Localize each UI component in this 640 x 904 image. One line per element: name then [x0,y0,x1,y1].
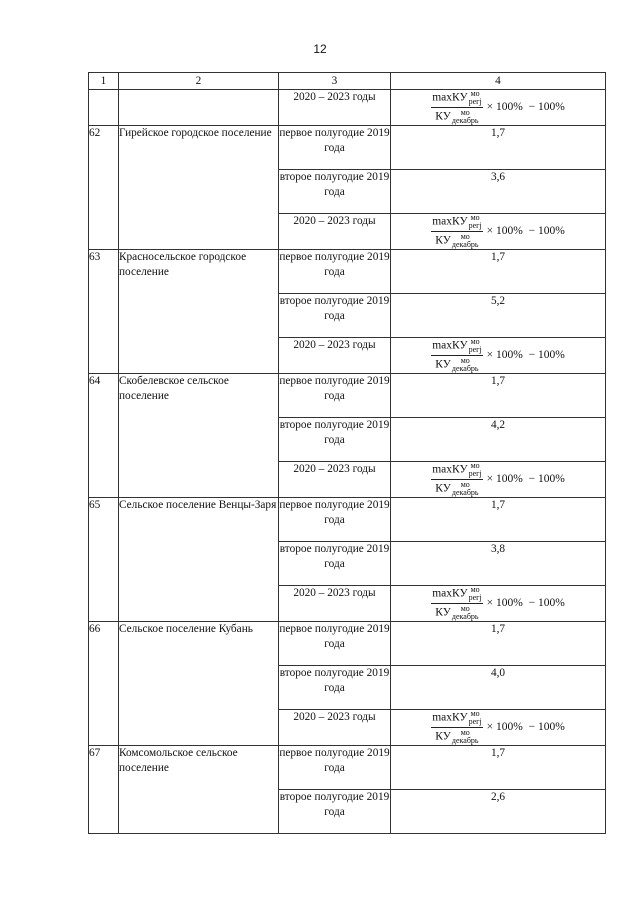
formula-num-sub: pегj [468,221,482,230]
header-col-1: 1 [89,73,119,90]
value-first-half: 1,7 [391,250,606,294]
continuation-period: 2020 – 2023 годы [279,90,391,126]
table-row [89,374,606,418]
settlement-name: Комсомольское сельское поселение [119,746,279,834]
period-2020-2023: 2020 – 2023 годы [279,462,391,498]
formula-den-sup: мо [460,728,470,737]
formula-num-sup: мо [470,213,480,222]
period-first-half: первое полугодие 2019 года [279,126,391,170]
period-second-half: второе полугодие 2019 года [279,418,391,462]
table-row [89,746,606,790]
formula-denominator [435,728,478,745]
formula-den-base: КУ [435,606,451,619]
period-second-half: второе полугодие 2019 года [279,294,391,338]
period-first-half: первое полугодие 2019 года [279,374,391,418]
value-second-half: 4,2 [391,418,606,462]
formula-fraction [431,586,482,621]
formula-numerator [431,462,482,480]
formula-num-sub: pегj [468,593,482,602]
formula-den-sub: декабрь [451,364,479,373]
period-2020-2023: 2020 – 2023 годы [279,586,391,622]
page-number: 12 [313,42,327,56]
period-2020-2023: 2020 – 2023 годы [279,338,391,374]
period-first-half: первое полугодие 2019 года [279,498,391,542]
settlement-name: Скобелевское сельское поселение [119,374,279,498]
value-first-half: 1,7 [391,746,606,790]
period-2020-2023: 2020 – 2023 годы [279,214,391,250]
value-second-half: 3,8 [391,542,606,586]
value-second-half: 5,2 [391,294,606,338]
formula-den-sup: мо [460,604,470,613]
row-number: 66 [89,622,119,746]
row-number: 64 [89,374,119,498]
continuation-formula-cell [391,90,606,126]
value-first-half: 1,7 [391,126,606,170]
table-row [89,126,606,170]
formula-den-base: КУ [435,730,451,743]
settlement-name: Сельское поселение Кубань [119,622,279,746]
formula-numerator [431,90,482,108]
header-row [89,73,606,90]
row-number: 63 [89,250,119,374]
value-first-half: 1,7 [391,374,606,418]
settlement-name: Гирейское городское поселение [119,126,279,250]
table-row [89,250,606,294]
settlement-name: Красносельское городское поселение [119,250,279,374]
value-second-half: 2,6 [391,790,606,834]
row-number: 62 [89,126,119,250]
row-number: 65 [89,498,119,622]
period-first-half: первое полугодие 2019 года [279,622,391,666]
formula-fraction [431,214,482,249]
formula-fraction [431,710,482,745]
continuation-num-cell [89,90,119,126]
period-second-half: второе полугодие 2019 года [279,666,391,710]
formula-denominator [435,108,478,125]
formula-tail: × 100% − 100% [486,225,565,238]
formula-den-sup: мо [460,480,470,489]
formula-num-base: maxКУ [432,339,468,352]
formula-numerator [431,710,482,728]
continuation-name-cell [119,90,279,126]
row-number: 67 [89,746,119,834]
formula-cell [391,710,606,746]
formula-num-base: maxКУ [432,587,468,600]
formula-num-sub: pегj [468,345,482,354]
formula-tail: × 100% − 100% [486,721,565,734]
formula-num-base: maxКУ [432,463,468,476]
formula [431,585,565,621]
formula-den-base: КУ [435,110,451,123]
formula-denominator [435,356,478,373]
formula-fraction [431,462,482,497]
formula-den-sub: декабрь [451,488,479,497]
formula-num-sup: мо [470,89,480,98]
formula-cell [391,338,606,374]
formula-den-base: КУ [435,482,451,495]
continuation-row [89,90,606,126]
formula-tail: × 100% − 100% [486,349,565,362]
formula-tail: × 100% − 100% [486,597,565,610]
formula [431,337,565,373]
header-col-2: 2 [119,73,279,90]
table-row [89,622,606,666]
formula-cell [391,586,606,622]
period-second-half: второе полугодие 2019 года [279,170,391,214]
formula-denominator [435,232,478,249]
formula [431,461,565,497]
formula-den-sup: мо [460,232,470,241]
formula-numerator [431,338,482,356]
formula [431,213,565,249]
formula-num-sup: мо [470,709,480,718]
formula [431,709,565,745]
formula-numerator [431,214,482,232]
formula-den-base: КУ [435,234,451,247]
formula-num-sub: pегj [468,97,482,106]
formula-tail: × 100% − 100% [486,473,565,486]
formula-num-base: maxКУ [432,711,468,724]
formula-num-sup: мо [470,461,480,470]
formula-fraction [431,338,482,373]
formula-den-sub: декабрь [451,736,479,745]
formula-den-sup: мо [460,356,470,365]
formula-num-sub: pегj [468,469,482,478]
formula-den-sub: декабрь [451,116,479,125]
period-first-half: первое полугодие 2019 года [279,250,391,294]
value-second-half: 4,0 [391,666,606,710]
formula-den-base: КУ [435,358,451,371]
settlement-name: Сельское поселение Венцы-Заря [119,498,279,622]
formula [431,89,565,125]
value-first-half: 1,7 [391,622,606,666]
formula-den-sup: мо [460,108,470,117]
period-second-half: второе полугодие 2019 года [279,542,391,586]
value-second-half: 3,6 [391,170,606,214]
period-first-half: первое полугодие 2019 года [279,746,391,790]
formula-num-base: maxКУ [432,91,468,104]
period-2020-2023: 2020 – 2023 годы [279,710,391,746]
header-col-3: 3 [279,73,391,90]
formula-num-sub: pегj [468,717,482,726]
value-first-half: 1,7 [391,498,606,542]
formula-numerator [431,586,482,604]
formula-fraction [431,90,482,125]
period-second-half: второе полугодие 2019 года [279,790,391,834]
formula-denominator [435,604,478,621]
formula-num-sup: мо [470,337,480,346]
formula-cell [391,462,606,498]
formula-cell [391,214,606,250]
formula-tail: × 100% − 100% [486,101,565,114]
formula-den-sub: декабрь [451,240,479,249]
header-col-4: 4 [391,73,606,90]
table-row [89,498,606,542]
formula-den-sub: декабрь [451,612,479,621]
formula-num-base: maxКУ [432,215,468,228]
indicator-table [88,72,606,834]
formula-denominator [435,480,478,497]
formula-num-sup: мо [470,585,480,594]
